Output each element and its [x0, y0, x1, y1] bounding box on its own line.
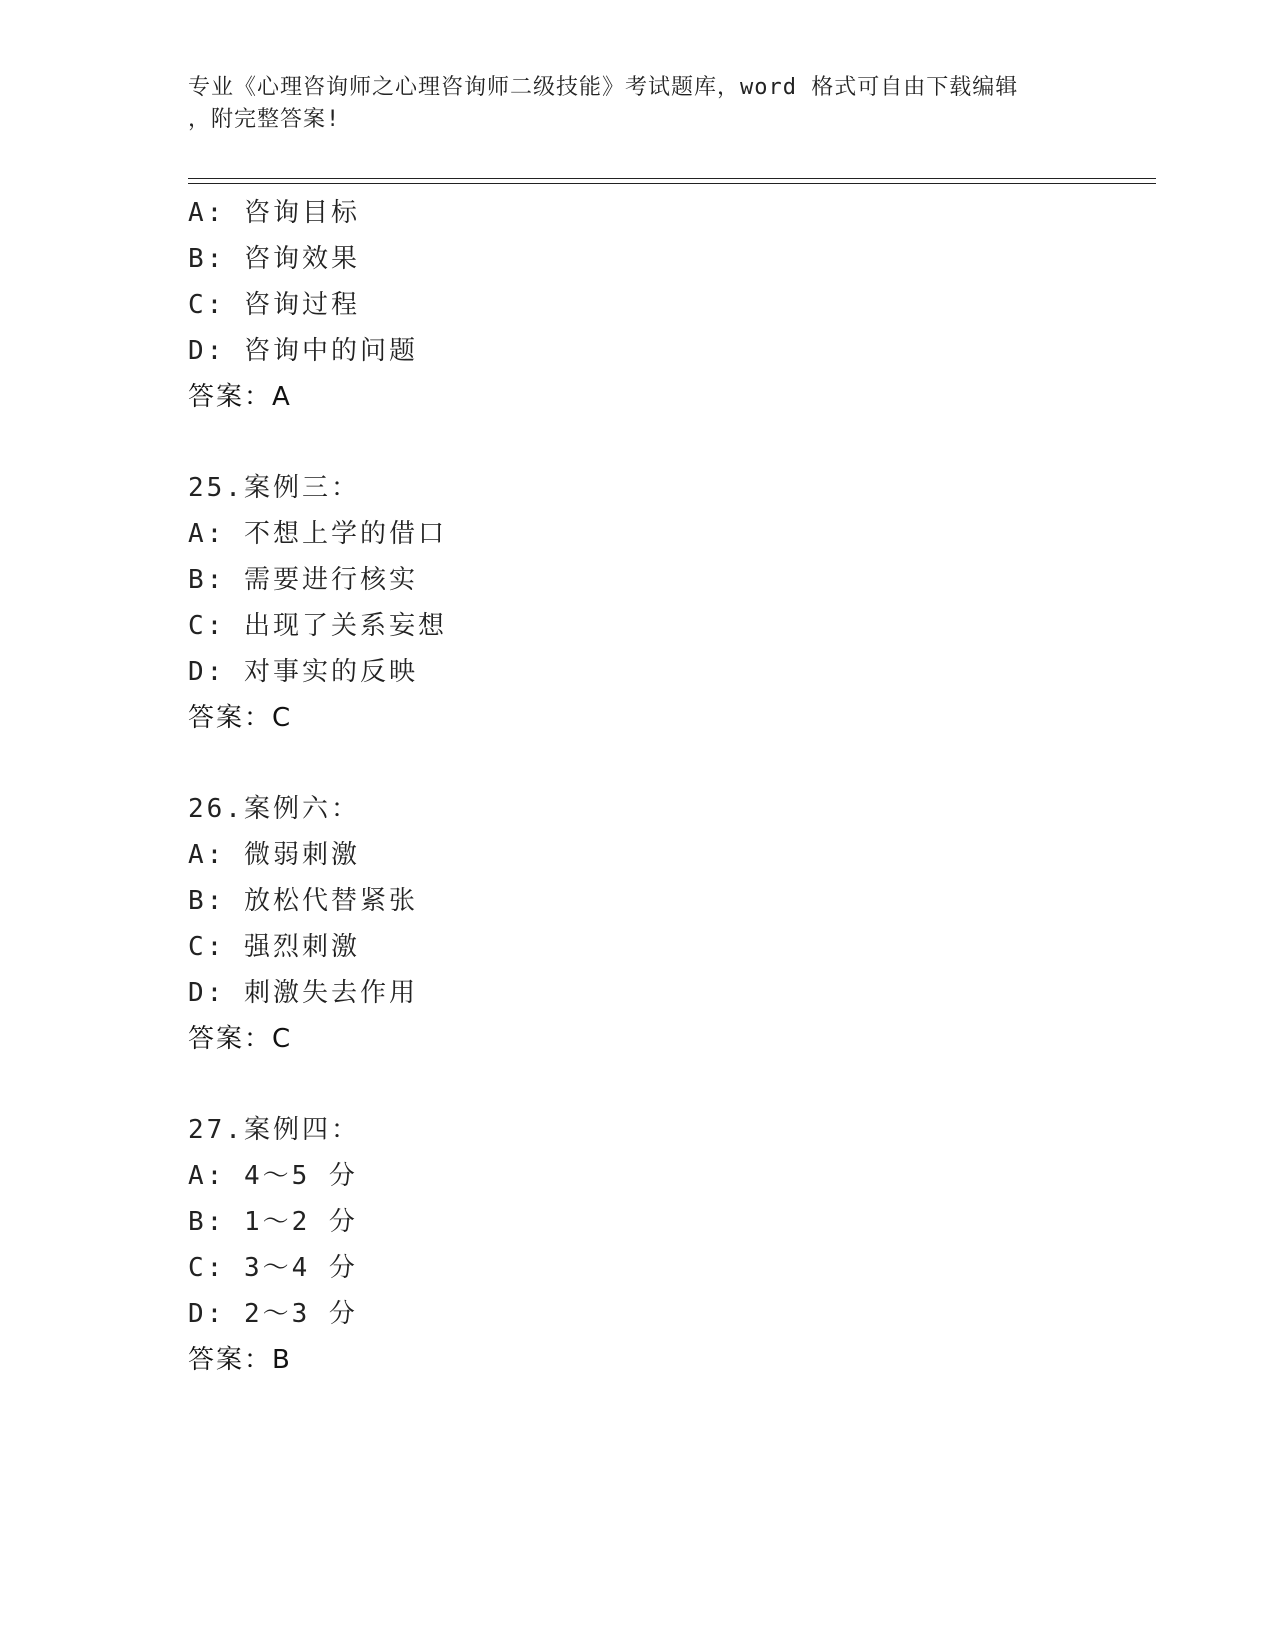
question-title: 27.案例四：	[188, 1115, 360, 1145]
question-title: 25.案例三：	[188, 473, 360, 503]
option-b: B: 咨询效果	[188, 244, 360, 274]
option-d: D: 对事实的反映	[188, 657, 418, 687]
option-d: D: 刺激失去作用	[188, 978, 418, 1008]
answer-line: 答案：C	[188, 703, 293, 733]
option-b: B: 需要进行核实	[188, 565, 418, 595]
header-divider-bottom	[188, 183, 1156, 184]
block-spacer	[188, 1062, 1148, 1107]
header-divider-top	[188, 178, 1156, 179]
option-a: A: 微弱刺激	[188, 840, 360, 870]
header-line-1: 专业《心理咨询师之心理咨询师二级技能》考试题库，word 格式可自由下载编辑	[188, 75, 1019, 100]
block-spacer	[188, 420, 1148, 465]
option-b: B: 1～2 分	[188, 1207, 358, 1237]
block-spacer	[188, 741, 1148, 786]
option-c: C: 咨询过程	[188, 290, 360, 320]
option-b: B: 放松代替紧张	[188, 886, 418, 916]
answer-line: 答案：B	[188, 1345, 292, 1375]
option-a: A: 4～5 分	[188, 1161, 358, 1191]
header-line-2: ，附完整答案!	[188, 107, 341, 132]
option-c: C: 强烈刺激	[188, 932, 360, 962]
option-c: C: 出现了关系妄想	[188, 611, 447, 641]
question-block	[188, 190, 1148, 420]
question-block	[188, 465, 1148, 741]
question-block	[188, 786, 1148, 1062]
question-title: 26.案例六：	[188, 794, 360, 824]
answer-line: 答案：A	[188, 382, 292, 412]
question-list	[188, 190, 1148, 1383]
option-a: A: 咨询目标	[188, 198, 360, 228]
option-a: A: 不想上学的借口	[188, 519, 447, 549]
option-c: C: 3～4 分	[188, 1253, 358, 1283]
answer-line: 答案：C	[188, 1024, 293, 1054]
option-d: D: 咨询中的问题	[188, 336, 418, 366]
option-d: D: 2～3 分	[188, 1299, 358, 1329]
question-block	[188, 1107, 1148, 1383]
document-header	[188, 72, 1088, 136]
